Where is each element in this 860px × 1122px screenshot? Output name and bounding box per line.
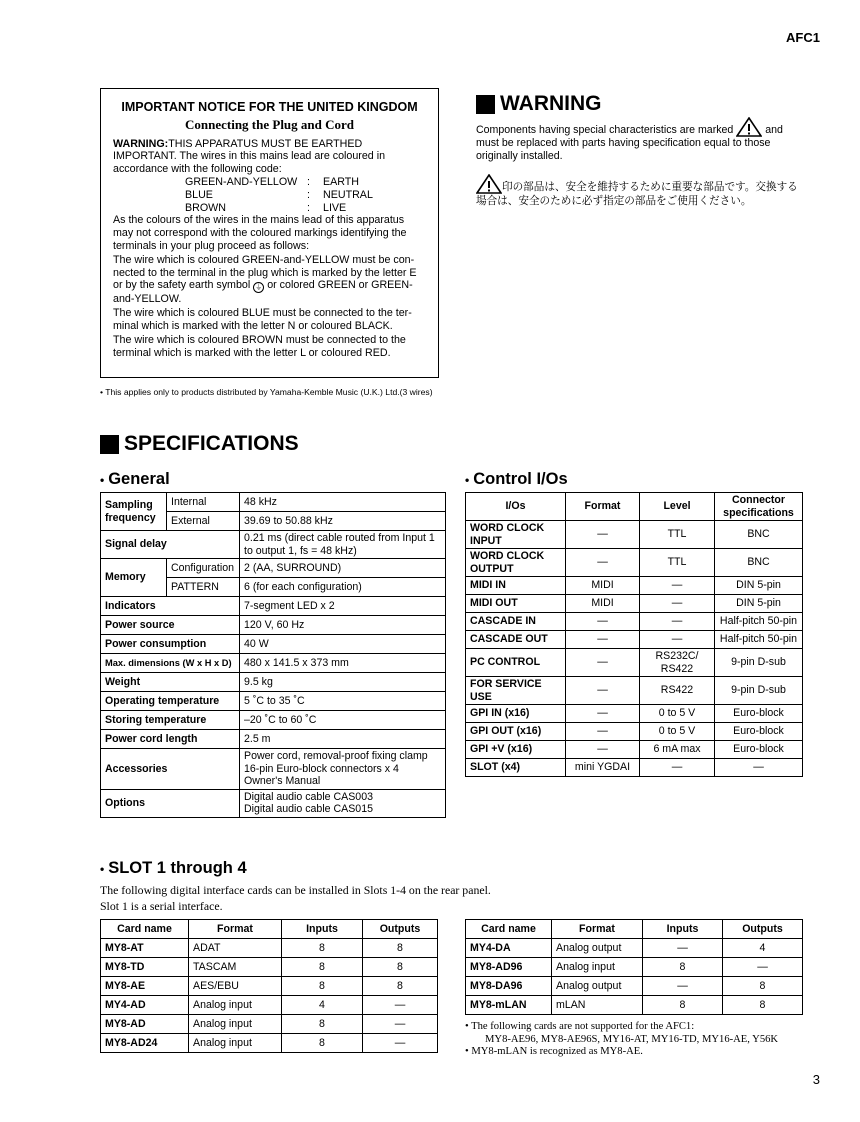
- table-cell: —: [640, 759, 715, 777]
- table-row: [101, 1015, 438, 1034]
- column-header: Card name: [101, 920, 189, 939]
- column-header: Outputs: [363, 920, 438, 939]
- row-name-cell: MY8-AT: [101, 939, 189, 958]
- uk-warning-label: WARNING:: [113, 137, 169, 150]
- spec-value: 480 x 141.5 x 373 mm: [240, 654, 446, 673]
- table-row: [101, 673, 446, 692]
- slot-note: • The following cards are not supported for the AFC1:: [465, 1021, 695, 1032]
- bullet-icon: •: [465, 473, 470, 487]
- table-cell: 8: [282, 977, 363, 996]
- table-cell: —: [566, 631, 640, 649]
- row-name-cell: MY4-AD: [101, 996, 189, 1015]
- table-cell: Analog input: [552, 958, 643, 977]
- spec-value: 6 (for each configuration): [240, 578, 446, 597]
- table-header-row: [101, 920, 438, 939]
- table-cell: Half-pitch 50-pin: [715, 613, 803, 631]
- table-row: [101, 749, 446, 790]
- column-header: Inputs: [643, 920, 723, 939]
- general-spec-table: [100, 492, 446, 818]
- table-cell: —: [363, 1034, 438, 1053]
- table-cell: —: [566, 677, 640, 705]
- table-row: [466, 958, 803, 977]
- bullet-icon: •: [100, 862, 105, 876]
- spec-sublabel: PATTERN: [167, 578, 240, 597]
- table-header-row: [466, 920, 803, 939]
- table-cell: —: [715, 759, 803, 777]
- table-cell: 8: [723, 996, 803, 1015]
- spec-value: 48 kHz: [240, 493, 446, 512]
- table-row: [466, 977, 803, 996]
- warning-triangle-icon: [736, 117, 762, 137]
- table-row: [101, 616, 446, 635]
- wire-code-row: [185, 202, 426, 215]
- uk-warning-text: THIS APPARATUS MUST BE EARTHED: [168, 137, 363, 150]
- row-name-cell: MIDI OUT: [466, 595, 566, 613]
- table-row: [466, 677, 803, 705]
- table-cell: —: [566, 723, 640, 741]
- warning-japanese-text: 印の部品は、安全を維持するために重要な部品です。交換する場合は、安全のために必ず指定の部品をご使用ください。: [476, 181, 798, 207]
- table-row: [101, 711, 446, 730]
- spec-label: Indicators: [101, 597, 240, 616]
- uk-para-3: The wire which is coloured BLUE must be connected to the ter-minal which is marked with the letter N or coloured BLACK.: [113, 307, 412, 332]
- row-name-cell: FOR SERVICE USE: [466, 677, 566, 705]
- table-cell: Analog output: [552, 977, 643, 996]
- table-cell: BNC: [715, 521, 803, 549]
- table-cell: 8: [363, 977, 438, 996]
- table-header-row: [466, 493, 803, 521]
- spec-label: Power consumption: [101, 635, 240, 654]
- spec-value: 2 (AA, SURROUND): [240, 559, 446, 578]
- warning-text-b: and must be replaced with parts having specification equal to those originally installed.: [476, 124, 783, 162]
- table-cell: 9-pin D-sub: [715, 649, 803, 677]
- slot-note: • MY8-mLAN is recognized as MY8-AE.: [465, 1046, 643, 1057]
- specifications-title: SPECIFICATIONS: [124, 432, 299, 455]
- spec-label: Operating temperature: [101, 692, 240, 711]
- control-io-table: [465, 492, 803, 777]
- table-row: [101, 493, 446, 512]
- spec-value: 5 ˚C to 35 ˚C: [240, 692, 446, 711]
- table-cell: Analog input: [189, 1015, 282, 1034]
- row-name-cell: MY8-mLAN: [466, 996, 552, 1015]
- row-name-cell: CASCADE IN: [466, 613, 566, 631]
- table-row: [101, 654, 446, 673]
- table-cell: Euro-block: [715, 705, 803, 723]
- column-header: Format: [189, 920, 282, 939]
- column-header: Format: [552, 920, 643, 939]
- warning-triangle-icon: [476, 174, 502, 194]
- table-cell: DIN 5-pin: [715, 595, 803, 613]
- uk-para-1: As the colours of the wires in the mains lead of this apparatus may not correspond with the coloured markings identifying the terminals in your plug proceed as follows:: [113, 214, 407, 252]
- table-cell: 8: [363, 939, 438, 958]
- spec-value: 40 W: [240, 635, 446, 654]
- uk-notice-title: IMPORTANT NOTICE FOR THE UNITED KINGDOM: [121, 100, 418, 114]
- row-name-cell: WORD CLOCK INPUT: [466, 521, 566, 549]
- slot-notes: [465, 1021, 810, 1059]
- warning-text-a: Components having special characteristics are marked: [476, 124, 734, 136]
- table-row: [466, 723, 803, 741]
- bullet-icon: •: [100, 473, 105, 487]
- spec-value: 7-segment LED x 2: [240, 597, 446, 616]
- table-cell: —: [643, 977, 723, 996]
- uk-notice-subtitle: Connecting the Plug and Cord: [184, 116, 355, 132]
- earth-symbol-icon: ⏚: [255, 284, 263, 292]
- table-cell: MIDI: [566, 595, 640, 613]
- uk-important-text: IMPORTANT. The wires in this mains lead are coloured in accordance with the following code:: [113, 150, 386, 176]
- wire-color: GREEN-AND-YELLOW: [185, 175, 298, 188]
- table-cell: 8: [723, 977, 803, 996]
- warning-heading: [476, 92, 602, 116]
- table-cell: —: [643, 939, 723, 958]
- column-header: Level: [640, 493, 715, 521]
- slot-title: SLOT 1 through 4: [108, 859, 247, 877]
- spec-label: Signal delay: [101, 531, 240, 559]
- uk-para-2b: or colored GREEN or GREEN-and-YELLOW.: [113, 279, 413, 306]
- heading-square-icon: [100, 435, 119, 454]
- column-header: Connector specifications: [715, 493, 803, 521]
- row-name-cell: MIDI IN: [466, 577, 566, 595]
- column-header: Inputs: [282, 920, 363, 939]
- table-cell: —: [566, 705, 640, 723]
- table-cell: —: [363, 1015, 438, 1034]
- table-cell: BNC: [715, 549, 803, 577]
- table-cell: mini YGDAI: [566, 759, 640, 777]
- row-name-cell: MY8-AD24: [101, 1034, 189, 1053]
- wire-code-row: [185, 176, 426, 189]
- table-cell: —: [566, 741, 640, 759]
- row-name-cell: MY8-TD: [101, 958, 189, 977]
- row-name-cell: CASCADE OUT: [466, 631, 566, 649]
- table-cell: 0 to 5 V: [640, 705, 715, 723]
- spec-value: 0.21 ms (direct cable routed from Input 1 to output 1, fs = 48 kHz): [240, 531, 446, 559]
- row-name-cell: GPI OUT (x16): [466, 723, 566, 741]
- spec-label: Max. dimensions (W x H x D): [101, 654, 240, 673]
- table-cell: —: [640, 595, 715, 613]
- option-item: Digital audio cable CAS003: [244, 790, 373, 803]
- table-row: [101, 635, 446, 654]
- spec-label: Power source: [101, 616, 240, 635]
- table-row: [466, 631, 803, 649]
- heading-square-icon: [476, 95, 495, 114]
- table-cell: —: [640, 613, 715, 631]
- model-name: AFC1: [786, 30, 820, 45]
- wire-color: BROWN: [185, 201, 226, 214]
- spec-label: Options: [101, 789, 240, 817]
- warning-japanese: [476, 174, 806, 208]
- spec-value: 2.5 m: [240, 730, 446, 749]
- uk-notice-box: [100, 88, 439, 378]
- table-cell: AES/EBU: [189, 977, 282, 996]
- table-cell: —: [566, 613, 640, 631]
- table-cell: Analog input: [189, 996, 282, 1015]
- spec-label: Storing temperature: [101, 711, 240, 730]
- general-heading: [100, 470, 170, 489]
- slot-intro: [100, 882, 491, 914]
- table-cell: 8: [282, 939, 363, 958]
- table-row: [466, 613, 803, 631]
- table-cell: —: [363, 996, 438, 1015]
- table-cell: MIDI: [566, 577, 640, 595]
- accessory-item: 16-pin Euro-block connectors x 4: [244, 762, 399, 775]
- row-name-cell: MY8-AD: [101, 1015, 189, 1034]
- table-cell: —: [723, 958, 803, 977]
- spec-value: 39.69 to 50.88 kHz: [240, 512, 446, 531]
- table-cell: 4: [282, 996, 363, 1015]
- table-cell: 8: [282, 958, 363, 977]
- spec-label: Power cord length: [101, 730, 240, 749]
- table-row: [466, 939, 803, 958]
- wire-sep: :: [307, 175, 310, 188]
- table-cell: 8: [363, 958, 438, 977]
- table-row: [466, 996, 803, 1015]
- table-cell: 8: [282, 1015, 363, 1034]
- table-cell: RS422: [640, 677, 715, 705]
- table-cell: Half-pitch 50-pin: [715, 631, 803, 649]
- table-row: [101, 977, 438, 996]
- wire-meaning: NEUTRAL: [323, 188, 373, 201]
- table-cell: —: [640, 631, 715, 649]
- row-name-cell: PC CONTROL: [466, 649, 566, 677]
- spec-sublabel: Configuration: [167, 559, 240, 578]
- slot-cards-table-left: [100, 919, 438, 1053]
- wire-sep: :: [307, 201, 310, 214]
- table-row: [466, 521, 803, 549]
- slot-heading: [100, 859, 247, 878]
- table-row: [466, 577, 803, 595]
- spec-label: Weight: [101, 673, 240, 692]
- uk-para-4: The wire which is coloured BROWN must be connected to the terminal which is marked with the letter L or coloured RED.: [113, 333, 406, 359]
- table-cell: Euro-block: [715, 723, 803, 741]
- table-row: [101, 996, 438, 1015]
- table-cell: —: [640, 577, 715, 595]
- accessory-item: Owner's Manual: [244, 775, 321, 787]
- table-row: [466, 549, 803, 577]
- spec-sublabel: Internal: [167, 493, 240, 512]
- table-cell: 8: [282, 1034, 363, 1053]
- warning-title: WARNING: [500, 92, 602, 115]
- table-cell: 8: [643, 996, 723, 1015]
- table-row: [101, 939, 438, 958]
- warning-text: [476, 117, 806, 163]
- table-cell: —: [566, 649, 640, 677]
- spec-sublabel: External: [167, 512, 240, 531]
- table-cell: mLAN: [552, 996, 643, 1015]
- spec-value: 9.5 kg: [240, 673, 446, 692]
- table-row: [466, 649, 803, 677]
- table-row: [101, 692, 446, 711]
- spec-value: –20 ˚C to 60 ˚C: [240, 711, 446, 730]
- spec-value: 120 V, 60 Hz: [240, 616, 446, 635]
- slot-cards-table-right: [465, 919, 803, 1015]
- slot-note-list: MY8-AE96, MY8-AE96S, MY16-AT, MY16-TD, MY16-AE, Y56K: [485, 1033, 779, 1045]
- table-cell: Euro-block: [715, 741, 803, 759]
- row-name-cell: GPI IN (x16): [466, 705, 566, 723]
- table-row: [101, 597, 446, 616]
- control-heading: [465, 470, 568, 489]
- table-cell: TTL: [640, 521, 715, 549]
- table-row: [101, 1034, 438, 1053]
- accessory-item: Power cord, removal-proof fixing clamp: [244, 750, 428, 762]
- uk-para-2: [113, 254, 426, 306]
- table-cell: —: [566, 521, 640, 549]
- table-cell: TTL: [640, 549, 715, 577]
- table-cell: ADAT: [189, 939, 282, 958]
- uk-footnote: • This applies only to products distributed by Yamaha-Kemble Music (U.K.) Ltd.(3 wires): [100, 387, 433, 397]
- control-title: Control I/Os: [473, 470, 568, 488]
- row-name-cell: WORD CLOCK OUTPUT: [466, 549, 566, 577]
- table-row: [101, 559, 446, 578]
- row-name-cell: MY8-AD96: [466, 958, 552, 977]
- column-header: Outputs: [723, 920, 803, 939]
- table-cell: 8: [643, 958, 723, 977]
- slot-intro-line: The following digital interface cards can be installed in Slots 1-4 on the rear panel.: [100, 883, 491, 897]
- table-row: [101, 958, 438, 977]
- general-title: General: [108, 470, 170, 488]
- row-name-cell: SLOT (x4): [466, 759, 566, 777]
- table-cell: —: [566, 549, 640, 577]
- spec-value-multi: [240, 749, 446, 790]
- table-row: [466, 741, 803, 759]
- row-name-cell: MY4-DA: [466, 939, 552, 958]
- spec-value-multi: [240, 789, 446, 817]
- specifications-heading: [100, 432, 299, 456]
- wire-meaning: EARTH: [323, 175, 360, 188]
- table-row: [466, 759, 803, 777]
- column-header: Card name: [466, 920, 552, 939]
- table-cell: DIN 5-pin: [715, 577, 803, 595]
- table-cell: 6 mA max: [640, 741, 715, 759]
- spec-label: Accessories: [101, 749, 240, 790]
- uk-para-2a: The wire which is coloured GREEN-and-YELLOW must be con-nected to the terminal in the plug which is marked by the letter E or by the safety earth symbol: [113, 253, 417, 292]
- row-name-cell: MY8-DA96: [466, 977, 552, 996]
- slot-intro-line: Slot 1 is a serial interface.: [100, 899, 223, 913]
- row-name-cell: GPI +V (x16): [466, 741, 566, 759]
- table-cell: RS232C/ RS422: [640, 649, 715, 677]
- table-cell: 9-pin D-sub: [715, 677, 803, 705]
- wire-sep: :: [307, 188, 310, 201]
- table-row: [466, 595, 803, 613]
- table-cell: Analog input: [189, 1034, 282, 1053]
- column-header: I/Os: [466, 493, 566, 521]
- uk-warning-line: [113, 138, 426, 151]
- page-number: 3: [812, 1072, 820, 1087]
- table-cell: 4: [723, 939, 803, 958]
- table-cell: Analog output: [552, 939, 643, 958]
- table-row: [101, 531, 446, 559]
- wire-meaning: LIVE: [323, 201, 347, 214]
- table-cell: 0 to 5 V: [640, 723, 715, 741]
- table-row: [101, 789, 446, 817]
- wire-color: BLUE: [185, 188, 213, 201]
- wire-code-row: [185, 189, 426, 202]
- option-item: Digital audio cable CAS015: [244, 803, 373, 815]
- spec-label: Sampling frequency: [101, 493, 167, 531]
- wire-color-codes: [185, 176, 426, 214]
- table-cell: TASCAM: [189, 958, 282, 977]
- column-header: Format: [566, 493, 640, 521]
- spec-label: Memory: [101, 559, 167, 597]
- table-row: [466, 705, 803, 723]
- row-name-cell: MY8-AE: [101, 977, 189, 996]
- table-row: [101, 730, 446, 749]
